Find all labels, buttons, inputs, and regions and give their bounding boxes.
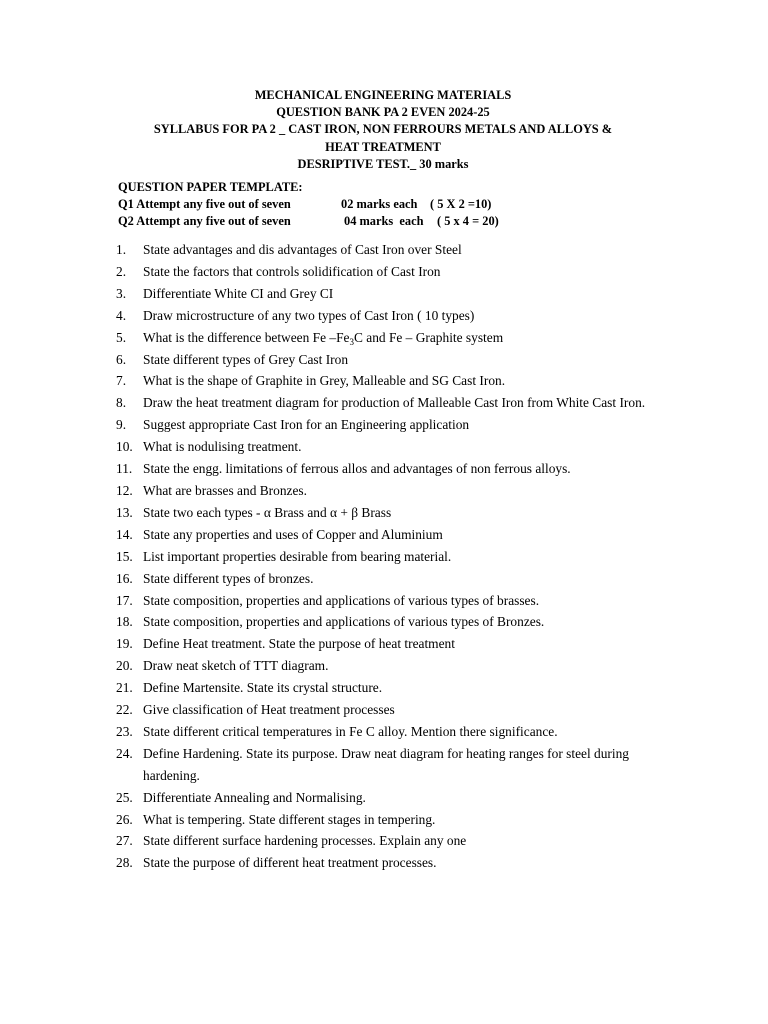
question-number: 1. <box>116 242 127 257</box>
question-item <box>116 436 676 458</box>
template-q1-text: Q1 Attempt any five out of seven <box>118 197 291 211</box>
question-number: 3. <box>116 285 127 301</box>
question-text: State advantages and dis advantages of Cast Iron over Steel <box>143 242 462 257</box>
question-item <box>116 830 676 852</box>
question-number: 9. <box>116 417 127 433</box>
question-item <box>116 261 676 283</box>
formula-subscript: 3 <box>349 336 354 347</box>
question-number: 4. <box>116 307 127 323</box>
question-text: Draw microstructure of any two types of Cast Iron ( 10 types) <box>143 307 475 323</box>
question-paper-template <box>118 179 678 230</box>
question-list <box>116 239 676 874</box>
question-text: State two each types - α Brass and α + β Brass <box>143 504 392 520</box>
test-marks-line: DESRIPTIVE TEST._ 30 marks <box>297 156 469 171</box>
question-item <box>116 787 676 809</box>
question-text: State any properties and uses of Copper and Aluminium <box>143 526 443 542</box>
question-item <box>116 611 676 633</box>
question-text: What is the shape of Graphite in Grey, Malleable and SG Cast Iron. <box>143 373 506 389</box>
question-text: List important properties desirable from bearing material. <box>143 548 452 564</box>
question-number: 10. <box>116 439 133 455</box>
template-q1 <box>118 196 678 213</box>
question-number: 22. <box>116 702 133 718</box>
question-number: 7. <box>116 373 127 389</box>
question-text: State the engg. limitations of ferrous allos and advantages of non ferrous alloys. <box>143 461 571 477</box>
question-number: 12. <box>116 482 133 498</box>
question-number: 27. <box>116 833 133 849</box>
question-text: Draw the heat treatment diagram for production of Malleable Cast Iron from White Cast Iron. <box>143 395 646 411</box>
question-number: 21. <box>116 680 133 696</box>
question-text: Define Hardening. State its purpose. Draw neat diagram for heating ranges for steel during hardening. <box>143 745 629 783</box>
question-number: 15. <box>116 548 133 564</box>
question-text: State different critical temperatures in Fe C alloy. Mention there significance. <box>143 723 558 739</box>
question-item <box>116 349 676 371</box>
question-item <box>116 568 676 590</box>
template-q1-marks: 02 marks each <box>341 197 418 211</box>
question-item <box>116 480 676 502</box>
question-item <box>116 655 676 677</box>
question-text: State composition, properties and applications of various types of brasses. <box>143 592 540 608</box>
question-item <box>116 239 676 261</box>
question-number: 13. <box>116 504 133 520</box>
question-number: 11. <box>116 461 133 477</box>
question-text: What are brasses and Bronzes. <box>143 482 307 498</box>
question-item <box>116 633 676 655</box>
question-number: 16. <box>116 570 133 586</box>
question-text: State the factors that controls solidification of Cast Iron <box>143 263 441 279</box>
question-item <box>116 699 676 721</box>
question-number: 23. <box>116 723 133 739</box>
question-item <box>116 677 676 699</box>
question-text: Define Heat treatment. State the purpose of heat treatment <box>143 636 455 652</box>
question-text-part: What is the difference between Fe –Fe <box>143 329 350 345</box>
template-q2-text: Q2 Attempt any five out of seven <box>118 214 291 228</box>
template-title <box>118 179 678 196</box>
question-item <box>116 414 676 436</box>
question-text: State different types of bronzes. <box>143 570 314 586</box>
question-text: State different types of Grey Cast Iron <box>143 351 349 367</box>
question-text: Differentiate White CI and Grey CI <box>143 285 334 301</box>
question-item <box>116 721 676 743</box>
question-item <box>116 502 676 524</box>
question-text: Differentiate Annealing and Normalising. <box>143 789 366 805</box>
template-q2 <box>118 213 678 230</box>
question-item <box>116 458 676 480</box>
question-text: What is tempering. State different stages in tempering. <box>143 811 436 827</box>
question-number: 20. <box>116 658 133 674</box>
question-text: State the purpose of different heat treatment processes. <box>143 855 437 871</box>
question-item <box>116 327 676 349</box>
subject-title: MECHANICAL ENGINEERING MATERIALS <box>254 88 512 102</box>
question-number: 19. <box>116 636 133 652</box>
question-number: 28. <box>116 855 133 871</box>
question-number: 6. <box>116 351 127 367</box>
question-number: 25. <box>116 789 133 805</box>
question-number: 26. <box>116 811 133 827</box>
question-text <box>143 327 676 349</box>
question-text-part: C and Fe – Graphite system <box>353 329 504 345</box>
question-item <box>116 546 676 568</box>
question-number: 5. <box>116 329 127 345</box>
question-number: 8. <box>116 395 127 411</box>
question-item <box>116 392 676 414</box>
question-bank-title: QUESTION BANK PA 2 EVEN 2024-25 <box>276 105 490 120</box>
question-text: State different surface hardening processes. Explain any one <box>143 833 467 849</box>
syllabus-line: SYLLABUS FOR PA 2 _ CAST IRON, NON FERROURS METALS AND ALLOYS & <box>153 122 613 137</box>
question-text: Suggest appropriate Cast Iron for an Engineering application <box>143 417 470 433</box>
question-item <box>116 305 676 327</box>
question-text: Draw neat sketch of TTT diagram. <box>143 658 329 674</box>
template-q2-calc: ( 5 x 4 = 20) <box>437 214 499 228</box>
question-number: 18. <box>116 614 133 630</box>
document-header <box>110 87 656 173</box>
question-text: Define Martensite. State its crystal structure. <box>143 680 383 696</box>
question-item <box>116 524 676 546</box>
question-number: 24. <box>116 745 133 761</box>
question-item <box>116 809 676 831</box>
question-number: 17. <box>116 592 133 608</box>
syllabus-line-continued: HEAT TREATMENT <box>325 139 441 154</box>
template-q1-calc: ( 5 X 2 =10) <box>430 197 492 211</box>
question-text: State composition, properties and applications of various types of Bronzes. <box>143 614 545 630</box>
question-item <box>116 283 676 305</box>
question-text: Give classification of Heat treatment processes <box>143 702 395 718</box>
template-q2-marks: 04 marks each <box>344 214 424 228</box>
question-number: 14. <box>116 526 133 542</box>
question-item <box>116 743 676 787</box>
question-item <box>116 852 676 874</box>
question-item <box>116 370 676 392</box>
template-title-text: QUESTION PAPER TEMPLATE: <box>118 180 303 194</box>
question-item <box>116 590 676 612</box>
question-text: What is nodulising treatment. <box>143 439 302 455</box>
question-number: 2. <box>116 263 127 279</box>
